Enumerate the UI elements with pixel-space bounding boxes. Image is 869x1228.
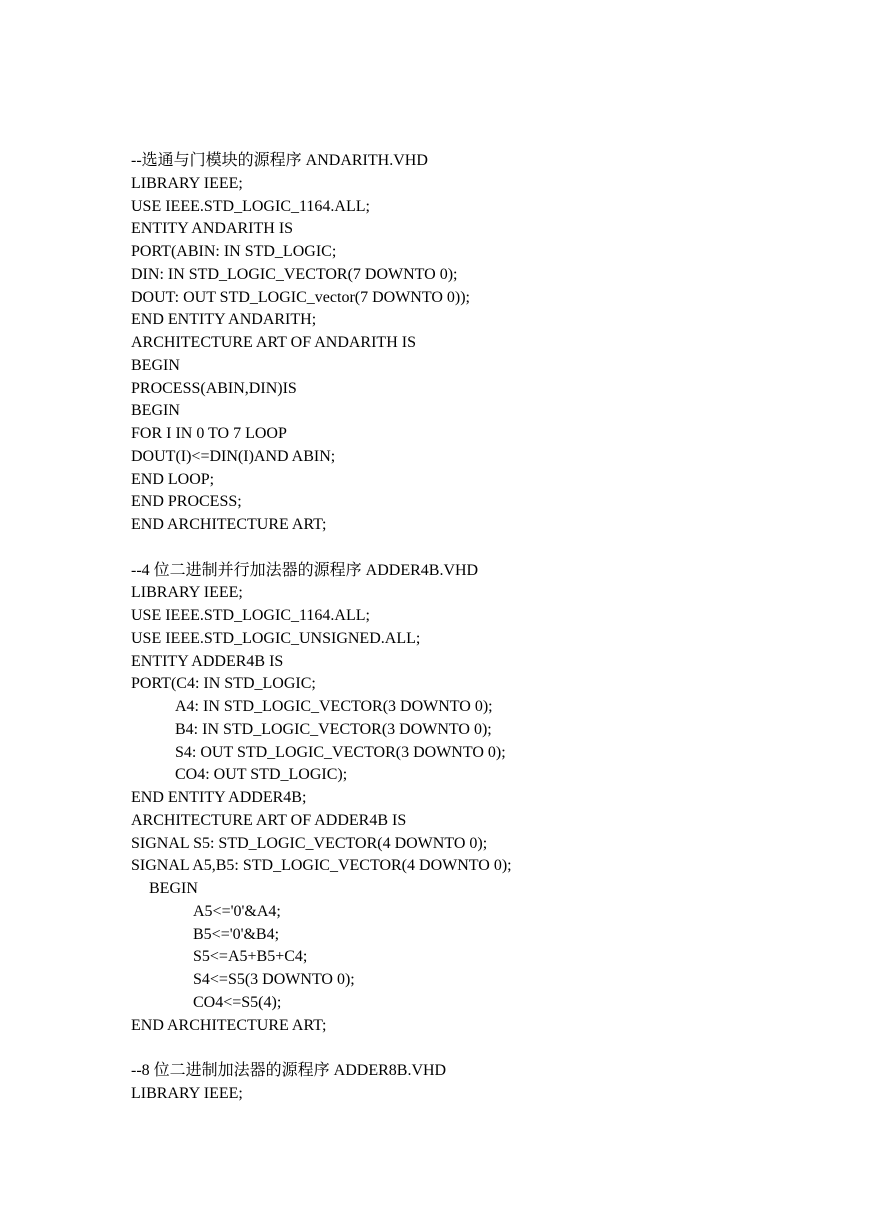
code-line: PORT(ABIN: IN STD_LOGIC;	[131, 243, 337, 260]
code-line: ARCHITECTURE ART OF ADDER4B IS	[131, 811, 407, 829]
code-line: LIBRARY IEEE;	[131, 1084, 243, 1102]
code-line: END ARCHITECTURE ART;	[131, 516, 327, 533]
section-comment-adder4b: --4 位二进制并行加法器的源程序 ADDER4B.VHD	[131, 561, 479, 579]
code-line: END PROCESS;	[131, 493, 242, 511]
code-line: S4<=S5(3 DOWNTO 0);	[193, 971, 355, 988]
code-line: ARCHITECTURE ART OF ANDARITH IS	[131, 334, 416, 351]
code-line: DOUT(I)<=DIN(I)AND ABIN;	[131, 447, 336, 465]
code-line: DOUT: OUT STD_LOGIC_vector(7 DOWNTO 0));	[131, 288, 470, 306]
code-line: B5<='0'&B4;	[193, 925, 280, 943]
section-comment-adder8b: --8 位二进制加法器的源程序 ADDER8B.VHD	[131, 1062, 447, 1079]
code-line: S5<=A5+B5+C4;	[193, 948, 308, 966]
code-line: BEGIN	[131, 402, 180, 420]
code-line: S4: OUT STD_LOGIC_VECTOR(3 DOWNTO 0);	[175, 743, 506, 761]
code-line: LIBRARY IEEE;	[131, 174, 243, 192]
code-line: PORT(C4: IN STD_LOGIC;	[131, 675, 316, 693]
code-line: BEGIN	[131, 356, 180, 374]
code-line: ENTITY ADDER4B IS	[131, 652, 284, 670]
blank-line	[131, 1037, 831, 1060]
code-line: A4: IN STD_LOGIC_VECTOR(3 DOWNTO 0);	[175, 698, 493, 715]
code-line: END ENTITY ADDER4B;	[131, 789, 307, 806]
code-line: USE IEEE.STD_LOGIC_1164.ALL;	[131, 197, 370, 215]
code-line: END ENTITY ANDARITH;	[131, 311, 317, 329]
code-line: USE IEEE.STD_LOGIC_1164.ALL;	[131, 607, 370, 624]
code-line: PROCESS(ABIN,DIN)IS	[131, 379, 297, 397]
code-line: BEGIN	[149, 880, 198, 897]
code-line: END ARCHITECTURE ART;	[131, 1016, 327, 1034]
section-comment-andarith: --选通与门模块的源程序 ANDARITH.VHD	[131, 152, 428, 169]
code-line: CO4<=S5(4);	[193, 993, 282, 1011]
code-line: ENTITY ANDARITH IS	[131, 220, 294, 238]
code-line: DIN: IN STD_LOGIC_VECTOR(7 DOWNTO 0);	[131, 265, 458, 283]
code-line: SIGNAL S5: STD_LOGIC_VECTOR(4 DOWNTO 0);	[131, 834, 488, 852]
code-line: CO4: OUT STD_LOGIC);	[175, 766, 348, 784]
code-line: B4: IN STD_LOGIC_VECTOR(3 DOWNTO 0);	[175, 720, 492, 738]
code-line: END LOOP;	[131, 470, 215, 488]
blank-line	[131, 537, 831, 560]
code-line: USE IEEE.STD_LOGIC_UNSIGNED.ALL;	[131, 629, 421, 647]
code-line: SIGNAL A5,B5: STD_LOGIC_VECTOR(4 DOWNTO 0);	[131, 857, 512, 875]
code-line: A5<='0'&A4;	[193, 902, 281, 920]
code-line: LIBRARY IEEE;	[131, 584, 243, 602]
code-listing	[131, 150, 831, 1106]
code-line: FOR I IN 0 TO 7 LOOP	[131, 425, 287, 442]
